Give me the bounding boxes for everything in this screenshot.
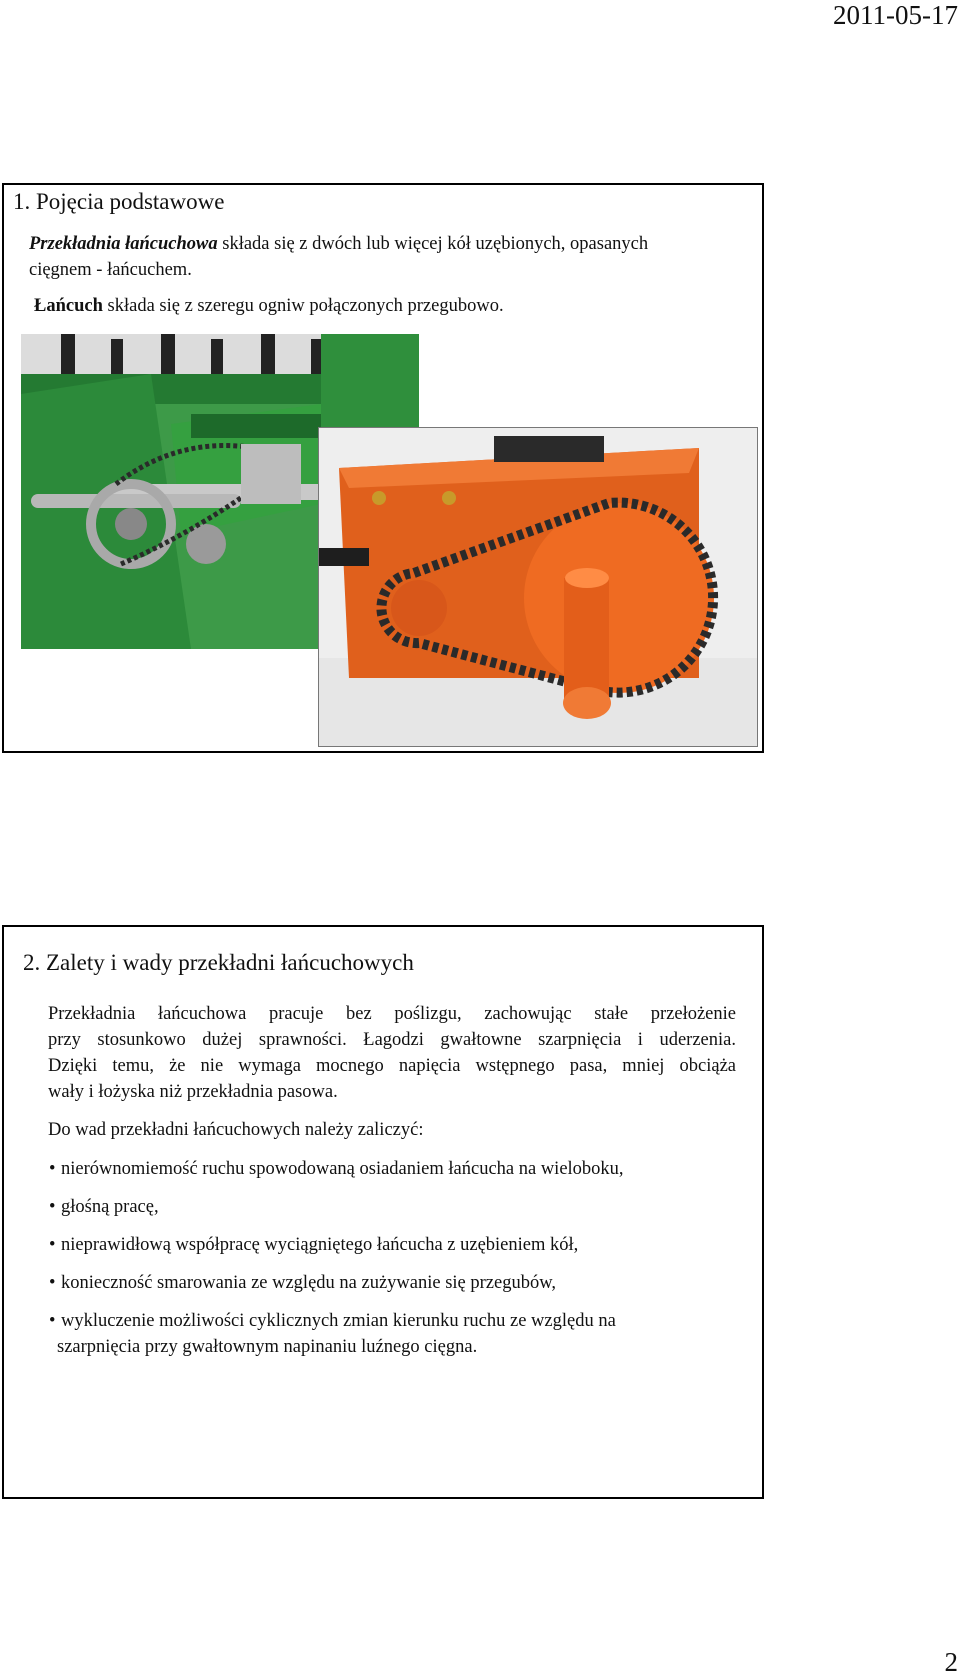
list-item [49, 1270, 556, 1296]
bullet-text: głośną pracę, [61, 1197, 159, 1217]
slide-1-title: 1. Pojęcia podstawowe [13, 189, 225, 214]
bullet-text: wykluczenie możliwości cyklicznych zmian kierunku ruchu ze względu na [61, 1311, 616, 1331]
list-item [49, 1194, 159, 1220]
list-item [49, 1308, 616, 1360]
intro-line: Dzięki temu, że nie wymaga mocnego napięcia wstępnego pasa, mniej obciąża [48, 1056, 736, 1076]
bullet-text: nieprawidłową współpracę wyciągniętego łańcucha z uzębieniem kół, [61, 1235, 579, 1255]
bullet-marker: • [49, 1273, 56, 1293]
bullet-text: nierównomiemość ruchu spowodowaną osiadaniem łańcucha na wieloboku, [61, 1159, 624, 1179]
slide-2 [2, 925, 764, 1499]
slide-2-intro [48, 1001, 736, 1105]
bullet-text-continuation: szarpnięcia przy gwałtownym napinaniu luźnego cięgna. [57, 1337, 478, 1357]
list-item [49, 1232, 578, 1258]
orange-machine-illustration [319, 428, 757, 746]
bullet-marker: • [49, 1235, 56, 1255]
intro-line: wały i łożyska niż przekładnia pasowa. [48, 1082, 338, 1102]
bullet-marker: • [49, 1159, 56, 1179]
intro-line: Przekładnia łańcuchowa pracuje bez poślizgu, zachowując stałe przełożenie [48, 1004, 736, 1024]
term-lancuch: Łańcuch [34, 296, 103, 316]
term-przekladnia: Przekładnia łańcuchowa [29, 234, 218, 254]
photo-orange-chain-drive [318, 427, 758, 747]
definition-gear-text: składa się z dwóch lub więcej kół uzębionych, opasanych [217, 234, 649, 254]
definition-gear-line2: cięgnem - łańcuchem. [29, 260, 192, 280]
header-date: 2011-05-17 [833, 0, 958, 30]
definition-chain-text: składa się z szeregu ogniw połączonych przegubowo. [102, 296, 504, 316]
bullet-marker: • [49, 1311, 56, 1331]
bullet-text: konieczność smarowania ze względu na zużywanie się przegubów, [61, 1273, 557, 1293]
slide-1-definition-gear [29, 231, 648, 283]
slide-1 [2, 183, 764, 753]
intro-line: przy stosunkowo dużej sprawności. Łagodzi gwałtowne szarpnięcia i uderzenia. [48, 1030, 736, 1050]
slide-2-title: 2. Zalety i wady przekładni łańcuchowych [23, 950, 414, 975]
page-number: 2 [944, 1647, 958, 1677]
slide-2-disadvantages-intro: Do wad przekładni łańcuchowych należy zaliczyć: [48, 1120, 424, 1140]
bullet-marker: • [49, 1197, 56, 1217]
slide-1-definition-chain [34, 293, 504, 319]
list-item [49, 1156, 624, 1182]
